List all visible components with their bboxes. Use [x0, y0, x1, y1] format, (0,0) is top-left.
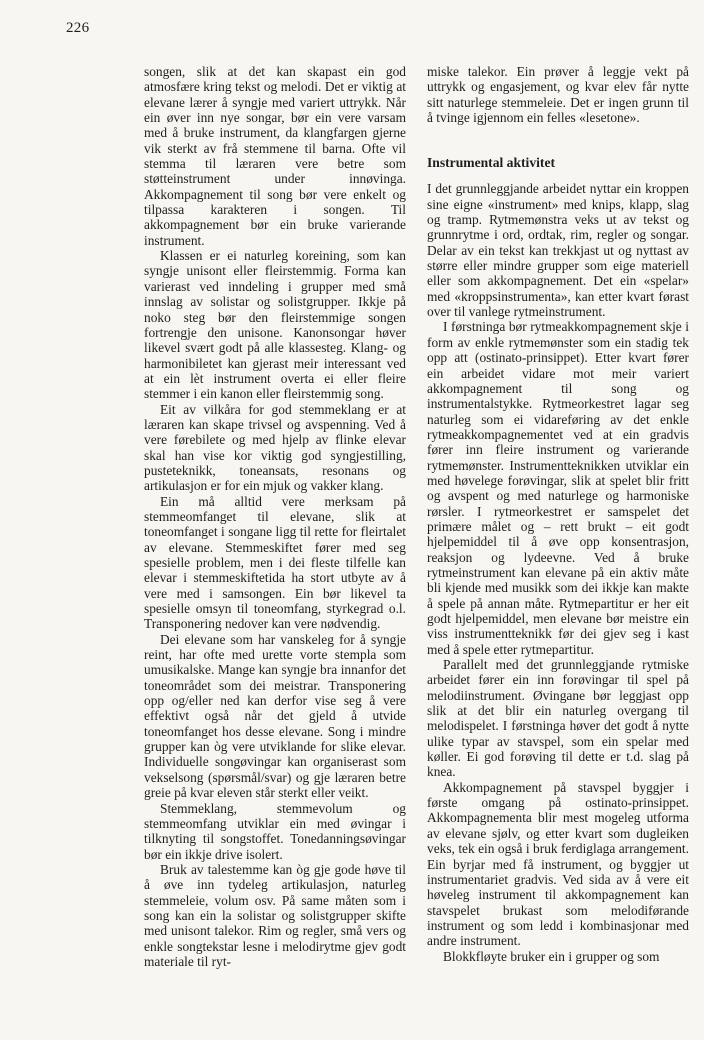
paragraph: Ein må alltid vere merksam på stemmeomfanget til elevane, slik at toneomfanget i songane ligg til rette for fleirtalet av elevane. Stemmeskiftet fører med seg spesielle problem, men i dei fleste tilfelle kan elevar i stemmeskiftetida ha stort utbyte av å vere med i samsongen. Ein bør likevel ta spesielle omsyn til toneomfang, styrkegrad o.l. Transponering nedover kan vere nødvendig. — [144, 493, 406, 632]
page-number: 226 — [66, 20, 90, 36]
paragraph: Akkompagnement på stavspel byggjer i første omgang på ostinato-prinsippet. Akkompagnementa blir mest mogeleg utforma av elevane sjølv, og etter kvart som dugleiken veks, tek ein også i bruk ferdiglaga arrangement. Ein byrjar med få instrument, og byggjer ut instrumentariet gradvis. Ved sida av å vere eit høveleg instrument til akkompagnement kan stavspelet brukast som melodiførande instrument og som ledd i kombinasjonar med andre instrument. — [427, 779, 689, 949]
paragraph: Dei elevane som har vanskeleg for å syngje reint, har ofte med urette vorte stempla som umusikalske. Mange kan syngje bra innanfor det toneområdet som dei meistrar. Transponering opp og/eller ned kan derfor vise seg å vere effektivt også når det gjeld å utvide toneomfanget hos desse elevane. Song i mindre grupper kan òg vere utviklande for slike elevar. Individuelle songøvingar kan organiserast som vekselsong (spørsmål/svar) og gje læraren betre greie på kvar eleven står sterkt eller veikt. — [144, 631, 406, 801]
paragraph-continuation: miske talekor. Ein prøver å leggje vekt på uttrykk og engasjement, og kvar elev får nytte sitt naturlege stemmeleie. Det er ingen grunn til å tvinge igjennom ein felles «lesetone». — [427, 64, 689, 126]
paragraph: Eit av vilkåra for god stemmeklang er at læraren kan skape trivsel og avspenning. Ved å vere førebilete og med hjelp av flinke elevar skal han vise kor viktig god syngjestilling, pusteteknikk, toneansats, resonans og artikulasjon er for ein mjuk og vakker klang. — [144, 401, 406, 494]
paragraph: Klassen er ei naturleg koreining, som kan syngje unisont eller fleirstemmig. Forma kan varierast ved inndeling i grupper med små innslag av solistar og solistgrupper. Ikkje på noko steg bør den fleirstemmige songen fortrengje den unisone. Kanonsongar høver likevel svært godt på alle klassesteg. Klang- og harmonibiletet kan gjerast meir interessant ved at ein lèt instrument overta ei eller fleire stemmer i ein kanon eller fleirstemmig song. — [144, 248, 406, 402]
left-column — [144, 64, 406, 969]
paragraph: songen, slik at det kan skapast ein god atmosfære kring tekst og melodi. Det er viktig at elevane lærer å syngje med variert uttrykk. Når ein øver inn nye songar, bør ein vere varsam med å bruke instrument, da klangfargen gjerne vik sterkt av frå stemmene til barna. Ofte vil stemma til læraren vere betre som støtteinstrument under innøvinga. Akkompagnement til song bør vere enkelt og tilpassa karakteren i songen. Til akkompagnement bør ein bruke varierande instrument. — [144, 64, 406, 248]
right-column — [427, 64, 689, 964]
paragraph: Bruk av talestemme kan òg gje gode høve til å øve inn tydeleg artikulasjon, naturleg stemmeleie, volum osv. På same måten som i song kan ein la solistar og solistgrupper skifte med unisont talekor. Rim og regler, små vers og enkle songtekstar lesne i melodirytme gjev godt materiale til ryt- — [144, 861, 406, 969]
paragraph: Stemmeklang, stemmevolum og stemmeomfang utviklar ein med øvingar i tilknyting til songstoffet. Tonedanningsøvingar bør ein ikkje drive isolert. — [144, 800, 406, 862]
section-heading: Instrumental aktivitet — [427, 155, 555, 171]
paragraph: Blokkfløyte bruker ein i grupper og som — [443, 948, 660, 964]
paragraph: I førstninga bør rytmeakkompagnement skje i form av enkle rytmemønster som ein stadig tek opp att (ostinato-prinsippet). Etter kvart fører ein arbeidet vidare mot meir variert akkompagnement til song og instrumentalstykke. Rytmeorkestret lagar seg naturleg som ei vidareføring av det enkle rytmeakkompagnementet ved at ein gradvis fører inn fleire instrument og varierande rytmemønster. Instrumentteknikken utviklar ein med høvelege forøvingar, slik at spelet blir fritt og avspent og med naturlege og harmoniske rørsler. I rytmeorkestret er samspelet det primære målet og – rett brukt – eit godt hjelpemiddel til å øve opp konsentrasjon, reaksjon og lydeevne. Ved å bruke rytmeinstrument kan elevane på ein aktiv måte bli kjende med musikk som dei ikkje kan makte å spele på annan måte. Rytmepartitur er her eit godt hjelpemiddel, men elevane bør meistre ein viss instrumentteknikk før dei gjev seg i kast med å spele etter rytmepartitur. — [427, 319, 689, 657]
paragraph: I det grunnleggjande arbeidet nyttar ein kroppen sine eigne «instrument» med knips, klapp, slag og tramp. Rytmemønstra veks ut av tekst og grunnrytme i ord, ordtak, rim, regler og songar. Delar av ein tekst kan trekkjast ut og nyttast av større eller mindre grupper som eige materiell eller som akkompagnement. Det ein «spelar» med «kroppsinstrumenta», kan etter kvart førast over til vanlege rytmeinstrument. — [427, 181, 689, 320]
paragraph: Parallelt med det grunnleggjande rytmiske arbeidet fører ein inn forøvingar til spel på melodiinstrument. Øvingane bør leggjast opp slik at det blir ein naturleg overgang til melodispelet. I førstninga høver det godt å nytte ulike typar av stavspel, som ein spelar med køller. Ei god forøving til dette er t.d. slag på knea. — [427, 657, 689, 780]
